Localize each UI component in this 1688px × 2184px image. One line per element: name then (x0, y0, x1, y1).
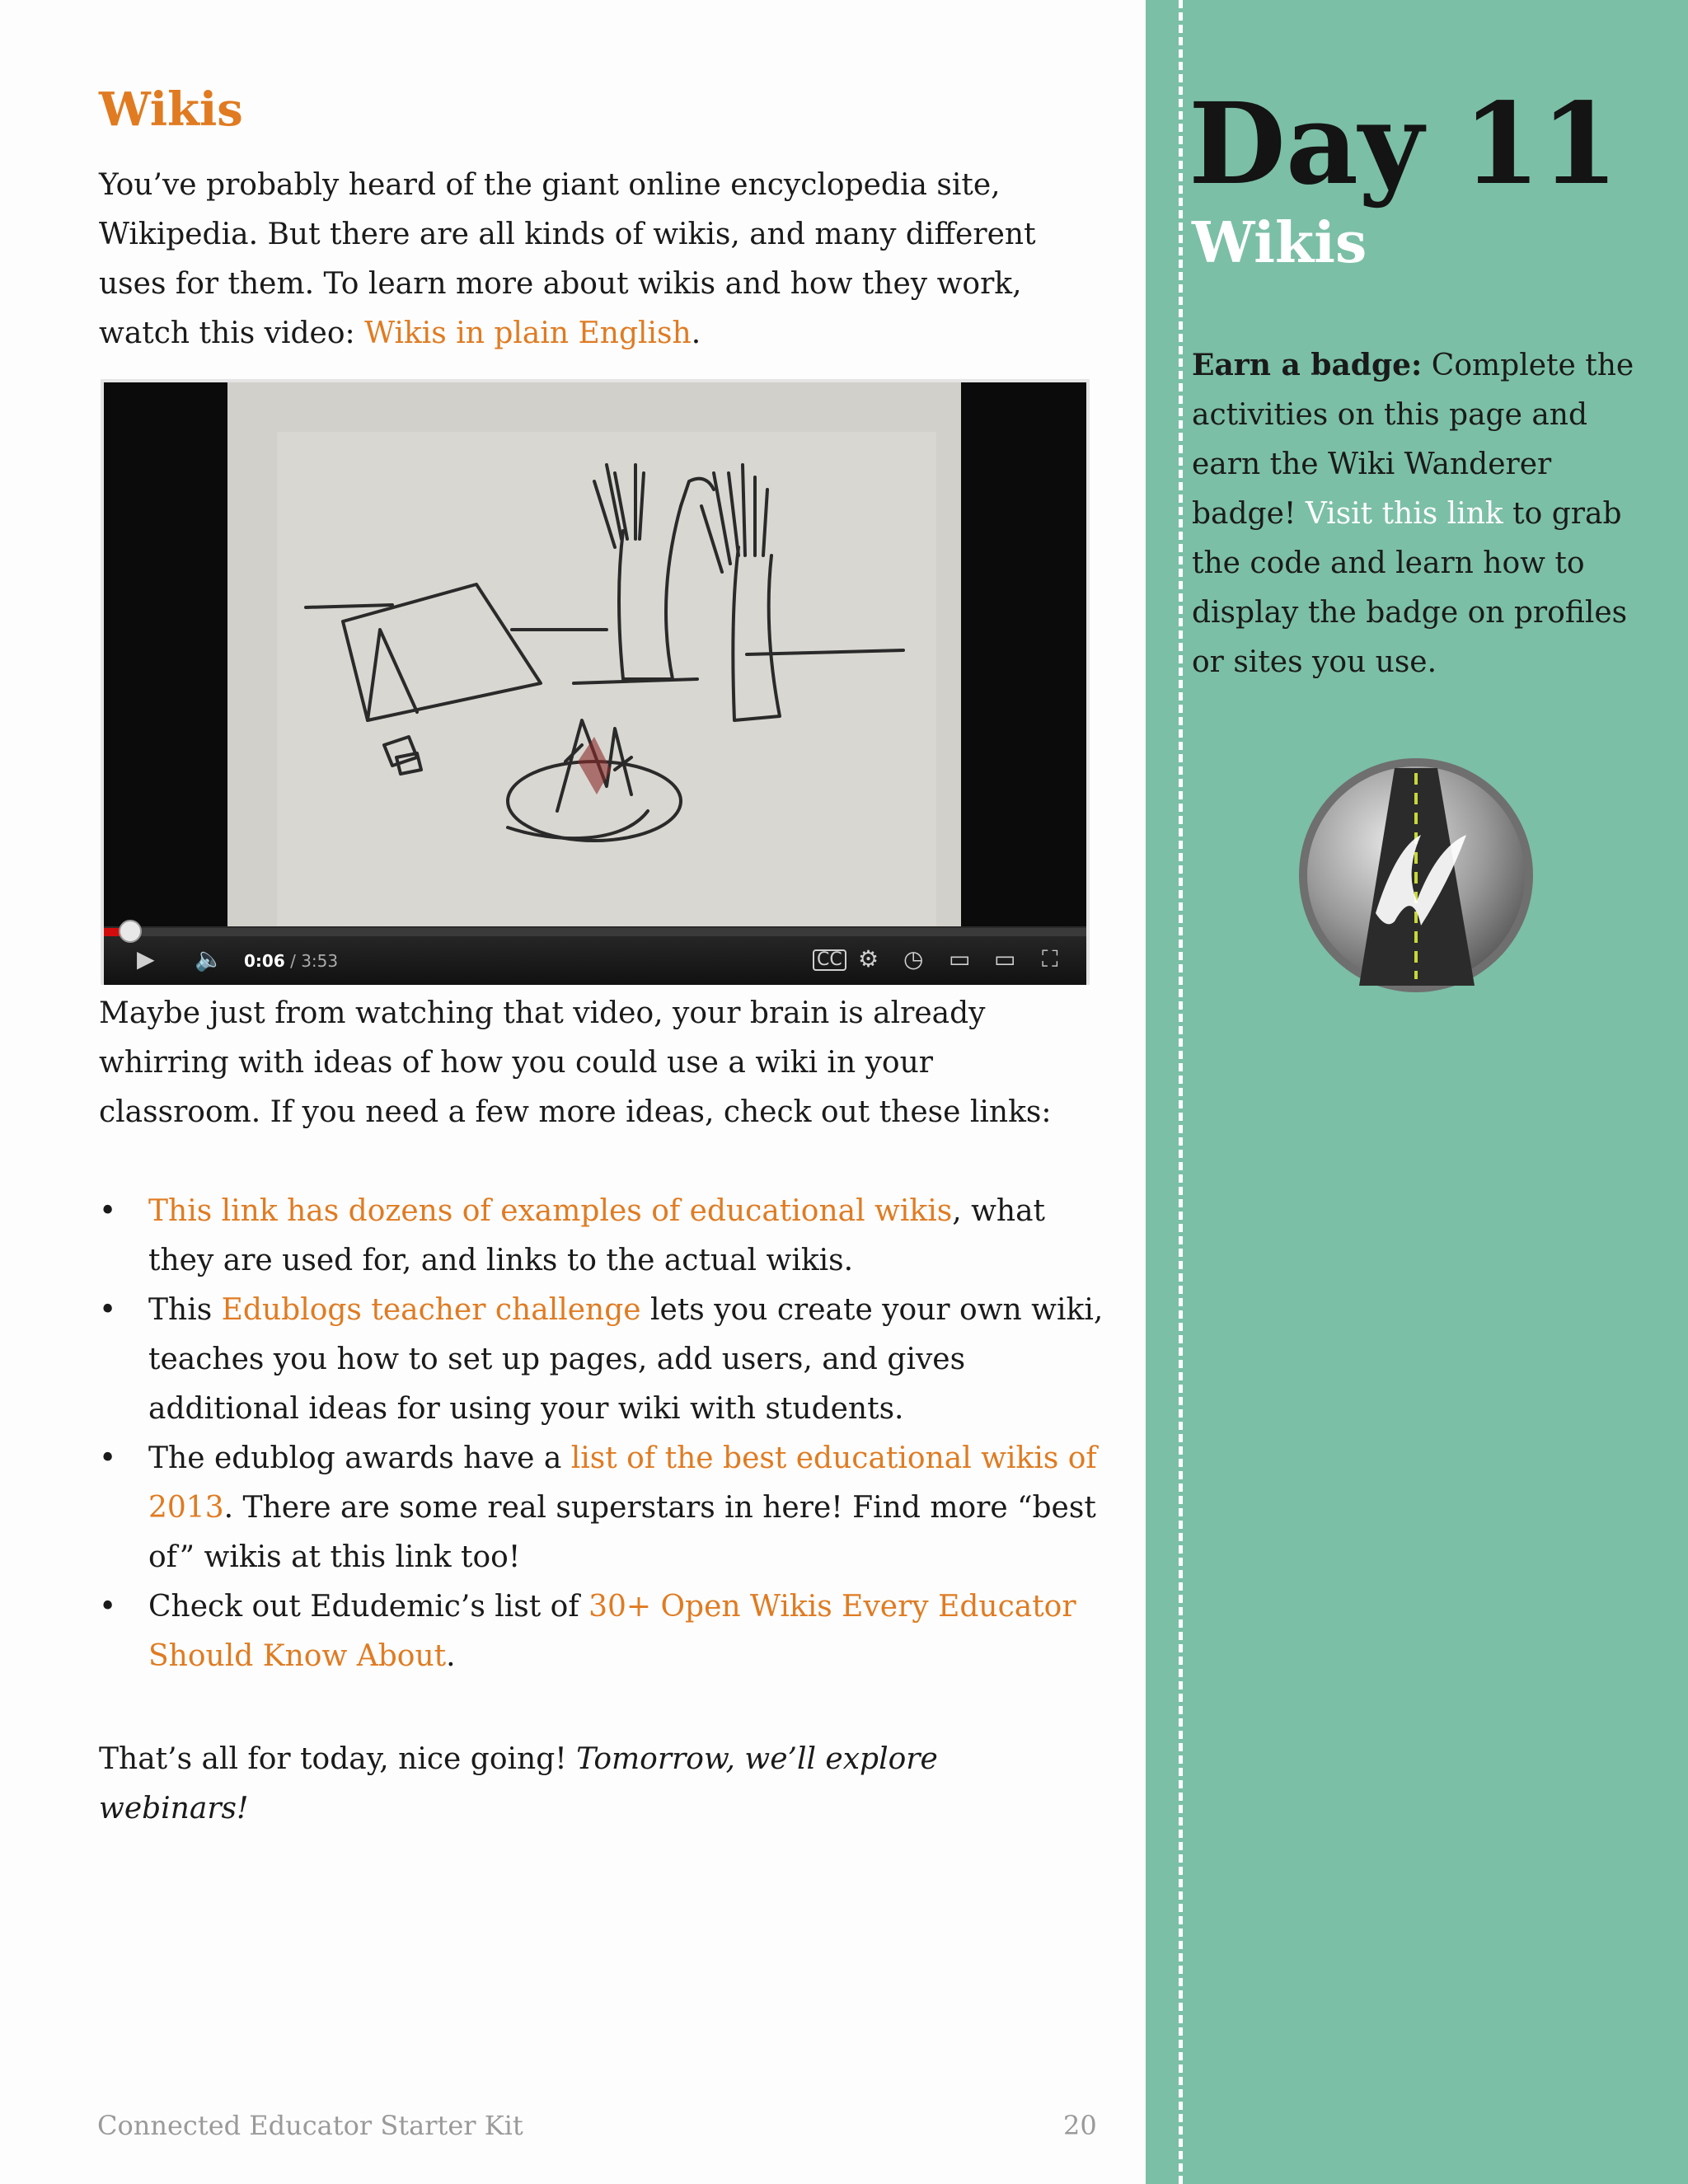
play-icon[interactable]: ▶ (137, 945, 155, 972)
video-frame[interactable] (227, 382, 961, 926)
video-scrubber-handle[interactable] (119, 920, 142, 943)
educational-wikis-examples-link[interactable]: This link has dozens of examples of educational wikis (148, 1194, 953, 1228)
wikis-in-plain-english-link[interactable]: Wikis in plain English (364, 316, 692, 350)
video-player[interactable] (101, 379, 1090, 985)
closing-paragraph (99, 1735, 1088, 1834)
list-item-text: The edublog awards have a (148, 1441, 571, 1475)
list-item-text: lets you create your own wiki, teaches you how to set up pages, add users, and gives additional ideas for using your wiki with students. (148, 1293, 1104, 1426)
badge-text: Complete the activities on this page and earn the Wiki Wanderer badge! (1192, 349, 1634, 531)
list-item (99, 1582, 1113, 1681)
badge-description (1192, 340, 1653, 687)
time-separator: / (284, 951, 302, 971)
ideas-paragraph: Maybe just from watching that video, your brain is already whirring with ideas of how you could use a wiki in your classroom. If you need a few more ideas, check out these links: (99, 996, 1052, 1129)
resource-list (99, 1187, 1113, 1681)
wiki-wanderer-badge-icon (1297, 757, 1535, 994)
list-item-text: Check out Edudemic’s list of (148, 1590, 589, 1624)
page-heading: Wikis (99, 82, 243, 137)
gear-icon[interactable]: ⚙ (858, 945, 879, 972)
fullscreen-icon[interactable]: ⛶ (1042, 945, 1058, 972)
list-item (99, 1286, 1113, 1434)
dashed-divider (1179, 0, 1183, 2184)
video-progress-track[interactable] (104, 928, 1086, 936)
open-wikis-link[interactable]: 30+ Open Wikis Every Educator Should Know About (148, 1590, 1076, 1673)
list-item-text: , what they are used for, and links to the actual wikis. (148, 1194, 1046, 1277)
sidebar (1146, 0, 1688, 2184)
intro-text-end: . (691, 316, 701, 350)
list-item (99, 1187, 1113, 1286)
intro-text: You’ve probably heard of the giant online encyclopedia site, Wikipedia. But there are all kinds of wikis, and many different uses for them. To learn more about wikis and how they work, watch this video: (99, 168, 1036, 350)
captions-icon[interactable]: CC (813, 949, 846, 971)
closing-text: That’s all for today, nice going! (99, 1742, 577, 1776)
sidebar-subtitle: Wikis (1192, 210, 1367, 276)
edublogs-challenge-link[interactable]: Edublogs teacher challenge (221, 1293, 641, 1327)
large-player-icon[interactable]: ▭ (994, 945, 1016, 972)
list-item (99, 1434, 1113, 1582)
video-drawing (227, 382, 961, 926)
badge-text-end: to grab the code and learn how to display the badge on profiles or sites you use. (1192, 497, 1628, 679)
visit-this-link[interactable]: Visit this link (1305, 497, 1503, 531)
list-item-text: . There are some real superstars in here! Find more “best of” wikis at this link too! (148, 1491, 1096, 1574)
badge-label: Earn a badge: (1192, 348, 1423, 382)
current-time: 0:06 (244, 951, 285, 971)
page-number: 20 (1063, 2110, 1097, 2141)
video-time (244, 951, 338, 971)
day-title: Day 11 (1189, 78, 1619, 210)
best-wikis-2013-link[interactable]: list of the best educational wikis of 2013 (148, 1441, 1097, 1525)
list-item-text: This (148, 1293, 222, 1327)
closing-italic: Tomorrow, we’ll explore webinars! (99, 1742, 938, 1825)
duration: 3:53 (301, 951, 339, 971)
footer-title: Connected Educator Starter Kit (97, 2110, 523, 2141)
intro-paragraph (99, 161, 1088, 359)
clock-icon[interactable]: ◷ (903, 945, 924, 972)
volume-icon[interactable]: 🔈 (195, 945, 223, 972)
list-item-text: . (446, 1639, 456, 1673)
small-player-icon[interactable]: ▭ (949, 945, 971, 972)
